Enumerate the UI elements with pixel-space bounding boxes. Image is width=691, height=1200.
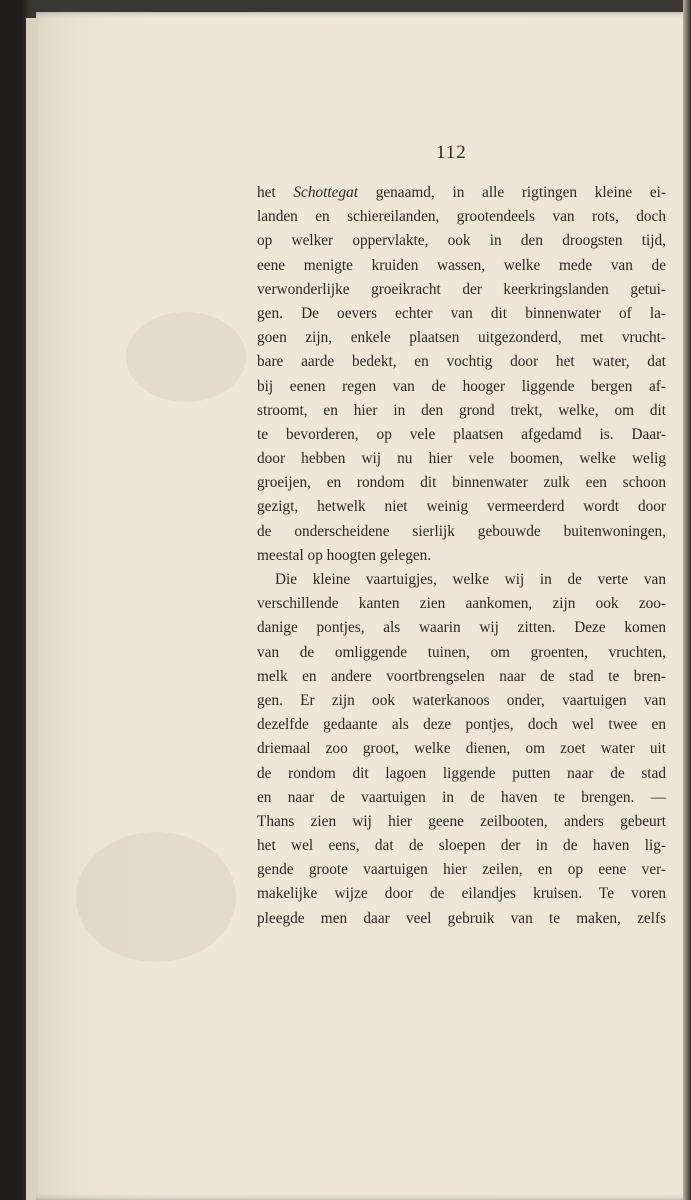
- text-line: de rondom dit lagoen liggende putten naar de stad: [257, 764, 666, 782]
- text-line: groeijen, en rondom dit binnenwater zulk een schoon: [257, 474, 666, 492]
- text-line: de onderscheidene sierlijk gebouwde buitenwoningen,: [257, 522, 666, 540]
- text-line: te bevorderen, op vele plaatsen afgedamd is. Daar-: [257, 425, 666, 443]
- foxing-stain: [76, 832, 236, 962]
- text-line: danige pontjes, als waarin wij zitten. Deze komen: [257, 619, 666, 637]
- text-line: verschillende kanten zien aankomen, zijn ook zoo-: [257, 595, 666, 613]
- text-line: gen. Er zijn ook waterkanoos onder, vaartuigen van: [257, 691, 666, 709]
- text-line: bare aarde bedekt, en vochtig door het water, dat: [257, 353, 666, 371]
- text-line: verwonderlijke groeikracht der keerkringslanden getui-: [257, 280, 666, 298]
- text-line: landen en schiereilanden, grootendeels van rots, doch: [257, 208, 666, 226]
- text-line: pleegde men daar veel gebruik van te maken, zelfs: [257, 909, 666, 927]
- text-line: door hebben wij nu hier vele boomen, welke welig: [257, 450, 666, 468]
- text-line: het wel eens, dat de sloepen der in de haven lig-: [257, 837, 666, 855]
- text-line: Die kleine vaartuigjes, welke wij in de verte van: [275, 571, 666, 588]
- text-line: gende groote vaartuigen hier zeilen, en op eene ver-: [257, 861, 666, 879]
- text-line: bij eenen regen van de hooger liggende bergen af-: [257, 377, 666, 395]
- text-line: eene menigte kruiden wassen, welke mede van de: [257, 256, 666, 274]
- text-line: driemaal zoo groot, welke dienen, om zoet water uit: [257, 740, 666, 758]
- text-line: stroomt, en hier in den grond trekt, welke, om dit: [257, 401, 666, 419]
- body-text: [257, 181, 666, 931]
- foxing-stain: [126, 312, 246, 402]
- text-line: gezigt, hetwelk niet weinig vermeerderd wordt door: [257, 498, 666, 516]
- text-segment: genaamd, in alle rigtingen kleine ei-: [357, 184, 666, 201]
- text-line: van de omliggende tuinen, om groenten, vruchten,: [257, 643, 666, 661]
- text-line: Thans zien wij hier geene zeilbooten, anders gebeurt: [257, 812, 666, 830]
- text-line: dezelfde gedaante als deze pontjes, doch wel twee en: [257, 716, 666, 734]
- text-line: gen. De oevers echter van dit binnenwater of la-: [257, 304, 666, 322]
- text-line: en naar de vaartuigen in de haven te brengen. —: [257, 788, 666, 806]
- text-line: [257, 181, 666, 205]
- page-number: 112: [436, 142, 467, 163]
- text-segment: het: [257, 184, 294, 201]
- text-line: meestal op hoogten gelegen.: [257, 546, 432, 564]
- scan-right-edge: [683, 0, 691, 1200]
- italic-term: Schottegat: [293, 184, 358, 201]
- text-line: makelijke wijze door de eilandjes kruisen. Te voren: [257, 885, 666, 903]
- text-line: op welker oppervlakte, ook in den droogsten tijd,: [257, 232, 666, 250]
- text-line: melk en andere voortbrengselen naar de stad te bren-: [257, 667, 666, 685]
- text-line: goen zijn, enkele plaatsen uitgezonderd, met vrucht-: [257, 329, 666, 347]
